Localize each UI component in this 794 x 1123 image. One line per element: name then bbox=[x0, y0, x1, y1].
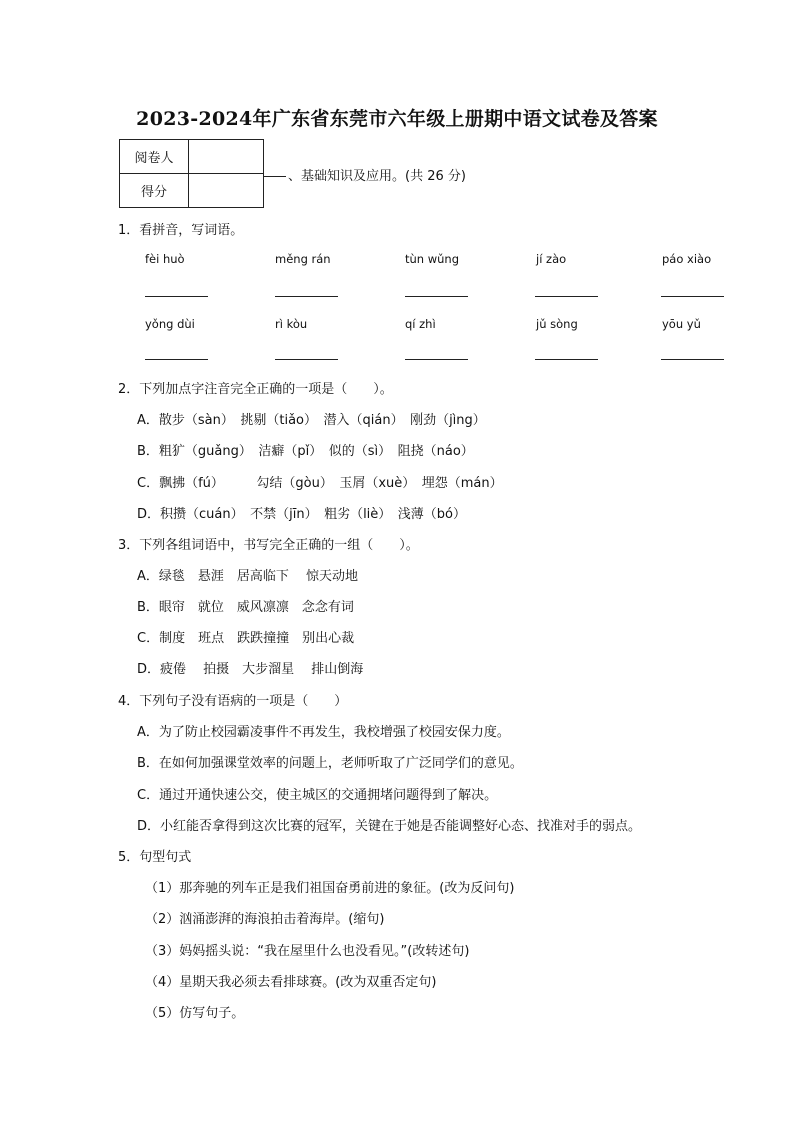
question-1-stem: 1．看拼音，写词语。 bbox=[118, 223, 244, 238]
answer-blank[interactable] bbox=[661, 359, 724, 360]
option-c: C．制度 班点 跌跌撞撞 别出心裁 bbox=[137, 631, 355, 646]
heading-dash bbox=[264, 176, 286, 177]
option-a: A．散步（sàn） 挑剔（tiǎo） 潜入（qián） 刚劲（jìng） bbox=[137, 413, 486, 428]
answer-blank[interactable] bbox=[535, 296, 598, 297]
pinyin: jǔ sòng bbox=[536, 317, 578, 331]
option-d: D．积攒（cuán） 不禁（jīn） 粗劣（liè） 浅薄（bó） bbox=[137, 507, 466, 522]
answer-blank[interactable] bbox=[661, 296, 724, 297]
pinyin: jí zào bbox=[536, 252, 567, 266]
option-d: D．小红能否拿得到这次比赛的冠军，关键在于她是否能调整好心态、找准对手的弱点。 bbox=[137, 819, 642, 834]
section-heading bbox=[264, 165, 466, 184]
answer-blank[interactable] bbox=[275, 359, 338, 360]
sub-item: （5）仿写句子。 bbox=[145, 1006, 245, 1021]
pinyin: tùn wǔng bbox=[405, 252, 460, 266]
option-a: A．为了防止校园霸凌事件不再发生，我校增强了校园安保力度。 bbox=[137, 725, 510, 740]
answer-blank[interactable] bbox=[145, 359, 208, 360]
option-d: D．疲倦 拍摄 大步溜星 排山倒海 bbox=[137, 662, 364, 677]
question-2-stem: 2．下列加点字注音完全正确的一项是（ ）。 bbox=[118, 382, 393, 397]
pinyin: fèi huò bbox=[145, 252, 185, 266]
sub-item: （4）星期天我必须去看排球赛。(改为双重否定句) bbox=[145, 975, 437, 990]
pinyin: yǒng dùi bbox=[145, 317, 195, 331]
option-c: C．飘拂（fú） 勾结（gòu） 玉屑（xuè） 埋怨（mán） bbox=[137, 476, 503, 491]
score-table bbox=[119, 139, 264, 208]
reviewer-box bbox=[189, 140, 264, 174]
option-a: A．绿毯 悬涯 居高临下 惊天动地 bbox=[137, 569, 359, 584]
sub-item: （1）那奔驰的列车正是我们祖国奋勇前进的象征。(改为反问句) bbox=[145, 881, 515, 896]
page-title: 2023-2024年广东省东莞市六年级上册期中语文试卷及答案 bbox=[136, 108, 658, 130]
score-box bbox=[189, 174, 264, 208]
score-label: 得分 bbox=[120, 174, 189, 208]
option-b: B．在如何加强课堂效率的问题上，老师听取了广泛同学们的意见。 bbox=[137, 756, 523, 771]
pinyin: qí zhì bbox=[405, 317, 436, 331]
pinyin: páo xiào bbox=[662, 252, 712, 266]
sub-item: （3）妈妈摇头说：“我在屋里什么也没看见。”(改转述句) bbox=[145, 944, 470, 959]
answer-blank[interactable] bbox=[275, 296, 338, 297]
pinyin: yōu yǔ bbox=[662, 317, 701, 331]
reviewer-label: 阅卷人 bbox=[120, 140, 189, 174]
pinyin: měng rán bbox=[275, 252, 331, 266]
answer-blank[interactable] bbox=[145, 296, 208, 297]
answer-blank[interactable] bbox=[535, 359, 598, 360]
option-b: B．眼帘 就位 威风凛凛 念念有词 bbox=[137, 600, 354, 615]
question-4-stem: 4．下列句子没有语病的一项是（ ） bbox=[118, 694, 348, 709]
question-5-stem: 5．句型句式 bbox=[118, 850, 192, 865]
section-heading-text: 、基础知识及应用。(共 26 分) bbox=[288, 169, 466, 184]
pinyin: rì kòu bbox=[275, 317, 308, 331]
option-c: C．通过开通快速公交，使主城区的交通拥堵问题得到了解决。 bbox=[137, 788, 498, 803]
answer-blank[interactable] bbox=[405, 359, 468, 360]
option-b: B．粗犷（guǎng） 洁癖（pǐ） 似的（sì） 阻挠（náo） bbox=[137, 444, 474, 459]
sub-item: （2）汹涌澎湃的海浪拍击着海岸。(缩句) bbox=[145, 912, 385, 927]
answer-blank[interactable] bbox=[405, 296, 468, 297]
question-3-stem: 3．下列各组词语中，书写完全正确的一组（ ）。 bbox=[118, 538, 419, 553]
